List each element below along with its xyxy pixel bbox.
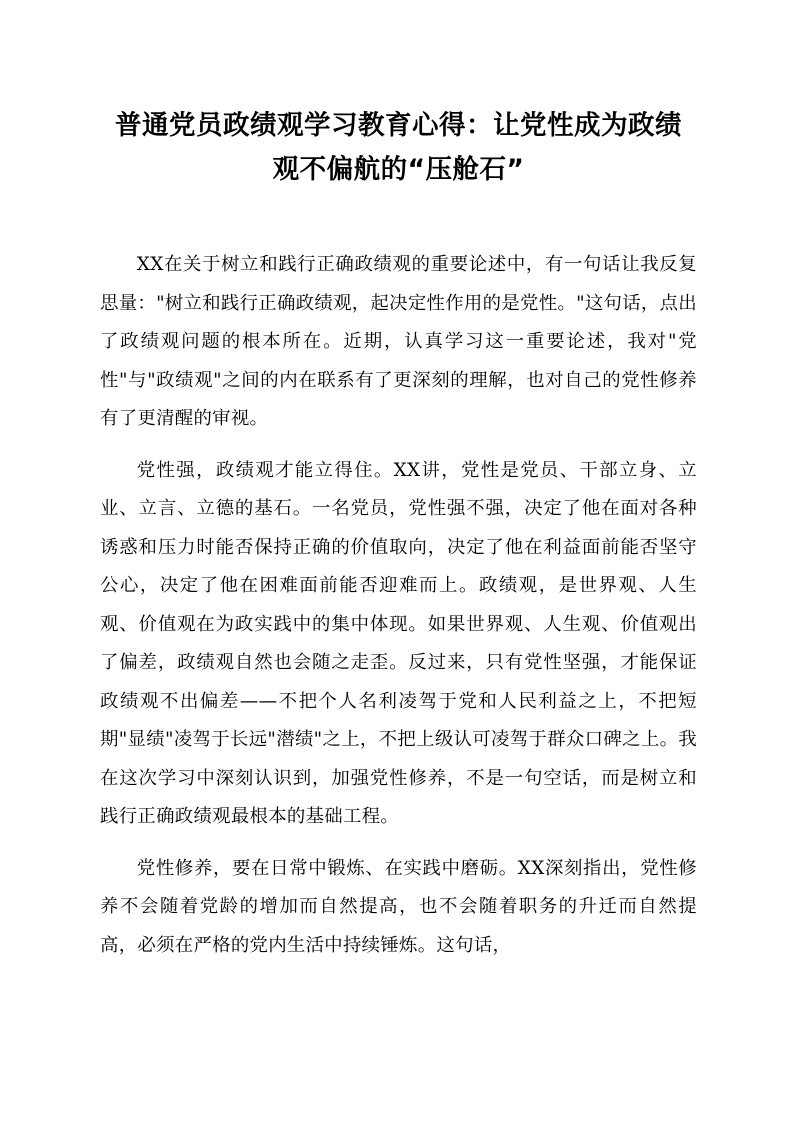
page-title: 普通党员政绩观学习教育心得：让党性成为政绩观不偏航的“压舱石” [115,110,682,185]
paragraph: 党性强，政绩观才能立得住。XX讲，党性是党员、干部立身、立业、立言、立德的基石。一名党员，党性强不强，决定了他在面对各种诱惑和压力时能否保持正确的价值取向，决定了他在利益面前能否坚守公心，决定了他在困难面前能否迎难而上。政绩观，是世界观、人生观、价值观在为政实践中的集中体现。如果世界观、人生观、价值观出了偏差，政绩观自然也会随之走歪。反过来，只有党性坚强，才能保证政绩观不出偏差——不把个人名利凌驾于党和人民利益之上，不把短期"显绩"凌驾于长远"潜绩"之上，不把上级认可凌驾于群众口碑之上。我在这次学习中深刻认识到，加强党性修养，不是一句空话，而是树立和践行正确政绩观最根本的基础工程。 [100,459,697,827]
paragraph: 党性修养，要在日常中锻炼、在实践中磨砺。XX深刻指出，党性修养不会随着党龄的增加而自然提高，也不会随着职务的升迁而自然提高，必须在严格的党内生活中持续锤炼。这句话， [100,857,697,956]
paragraph: XX在关于树立和践行正确政绩观的重要论述中，有一句话让我反复思量："树立和践行正确政绩观，起决定性作用的是党性。"这句话，点出了政绩观问题的根本所在。近期，认真学习这一重要论述，我对"党性"与"政绩观"之间的内在联系有了更深刻的理解，也对自己的党性修养有了更清醒的审视。 [100,254,697,429]
document-body [100,246,697,965]
